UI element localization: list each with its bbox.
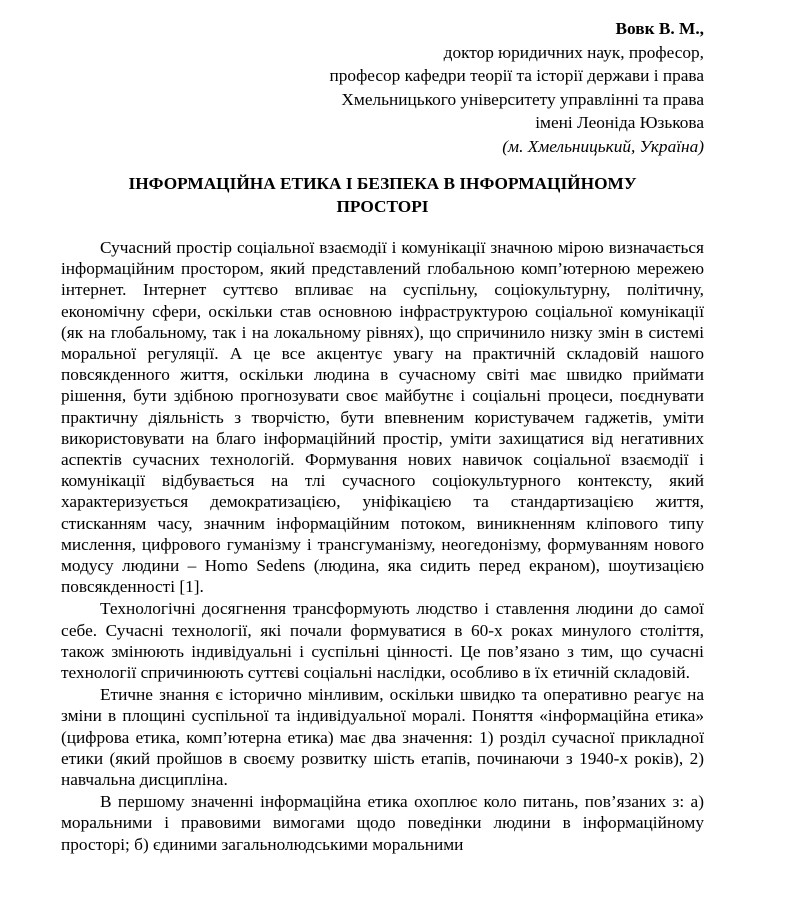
title-line-1: ІНФОРМАЦІЙНА ЕТИКА І БЕЗПЕКА В ІНФОРМАЦІЙНОМУ xyxy=(128,174,637,193)
author-position: професор кафедри теорії та історії держави і права xyxy=(329,66,704,85)
author-name: Вовк В. М., xyxy=(615,19,704,38)
author-location: (м. Хмельницький, Україна) xyxy=(502,136,704,156)
author-university: Хмельницького університету управлінні та права xyxy=(341,89,704,109)
author-block xyxy=(104,17,704,158)
paragraph: Етичне знання є історично мінливим, оскільки швидко та оперативно реагує на зміни в площині суспільної та індивідуальної моралі. Поняття «інформаційна етика» (цифрова етика, комп’ютерна етика) має два значення: 1) розділ сучасної прикладної етики (який пройшов в своєму розвитку шість етапів, починаючи з 1940-х років), 2) навчальна дисципліна. xyxy=(61,685,704,790)
article-body xyxy=(61,237,704,855)
paragraph: Технологічні досягнення трансформують людство і ставлення людини до самої себе. Сучасні технології, які почали формуватися в 60-х роках минулого століття, також змінюють індивідуальні і суспільні цінності. Це пов’язано з тим, що сучасні технології спричинюють суттєві соціальні наслідки, особливо в їх етичній складовій. xyxy=(61,599,704,683)
title-line-2: ПРОСТОРІ xyxy=(336,197,429,216)
author-university-name: імені Леоніда Юзькова xyxy=(535,113,704,132)
paragraph: В першому значенні інформаційна етика охоплює коло питань, пов’язаних з: а) моральними і правовими вимогами щодо поведінки людини в інформаційному просторі; б) єдиними загальнолюдськими моральними xyxy=(61,792,704,854)
author-degree: доктор юридичних наук, професор, xyxy=(443,42,704,62)
paragraph: Сучасний простір соціальної взаємодії і комунікації значною мірою визначається інформаційним простором, який представлений глобальною комп’ютерною мережею інтернет. Інтернет суттєво впливає на суспільну, соціокультурну, політичну, економічну сфери, оскільки став основною інфраструктурою соціальної комунікації (як на глобальному, так і на локальному рівнях), що спричинило низку змін в системі моральної регуляції. А це все акцентує увагу на практичній складовій нашого повсякденного життя, оскільки людина в сучасному світі має швидко приймати рішення, бути здібною прогнозувати своє майбутнє і соціальні процеси, поєднувати практичну діяльність з творчістю, бути впевненим користувачем гаджетів, уміти використовувати на благо інформаційний простір, уміти захищатися від негативних аспектів сучасних технологій. Формування нових навичок соціальної взаємодії і комунікації відбувається на тлі сучасного соціокультурного контексту, який характеризується демократизацією, уніфікацією та стандартизацією життя, стисканням часу, значним інформаційним потоком, виникненням кліпового типу мислення, цифрового гуманізму і трансгуманізму, неогедонізму, формуванням нового модусу людини – Homo Sedens (людина, яка сидить перед екраном), шоутизацією повсякденності [1]. xyxy=(61,238,704,597)
article-title xyxy=(60,172,705,218)
